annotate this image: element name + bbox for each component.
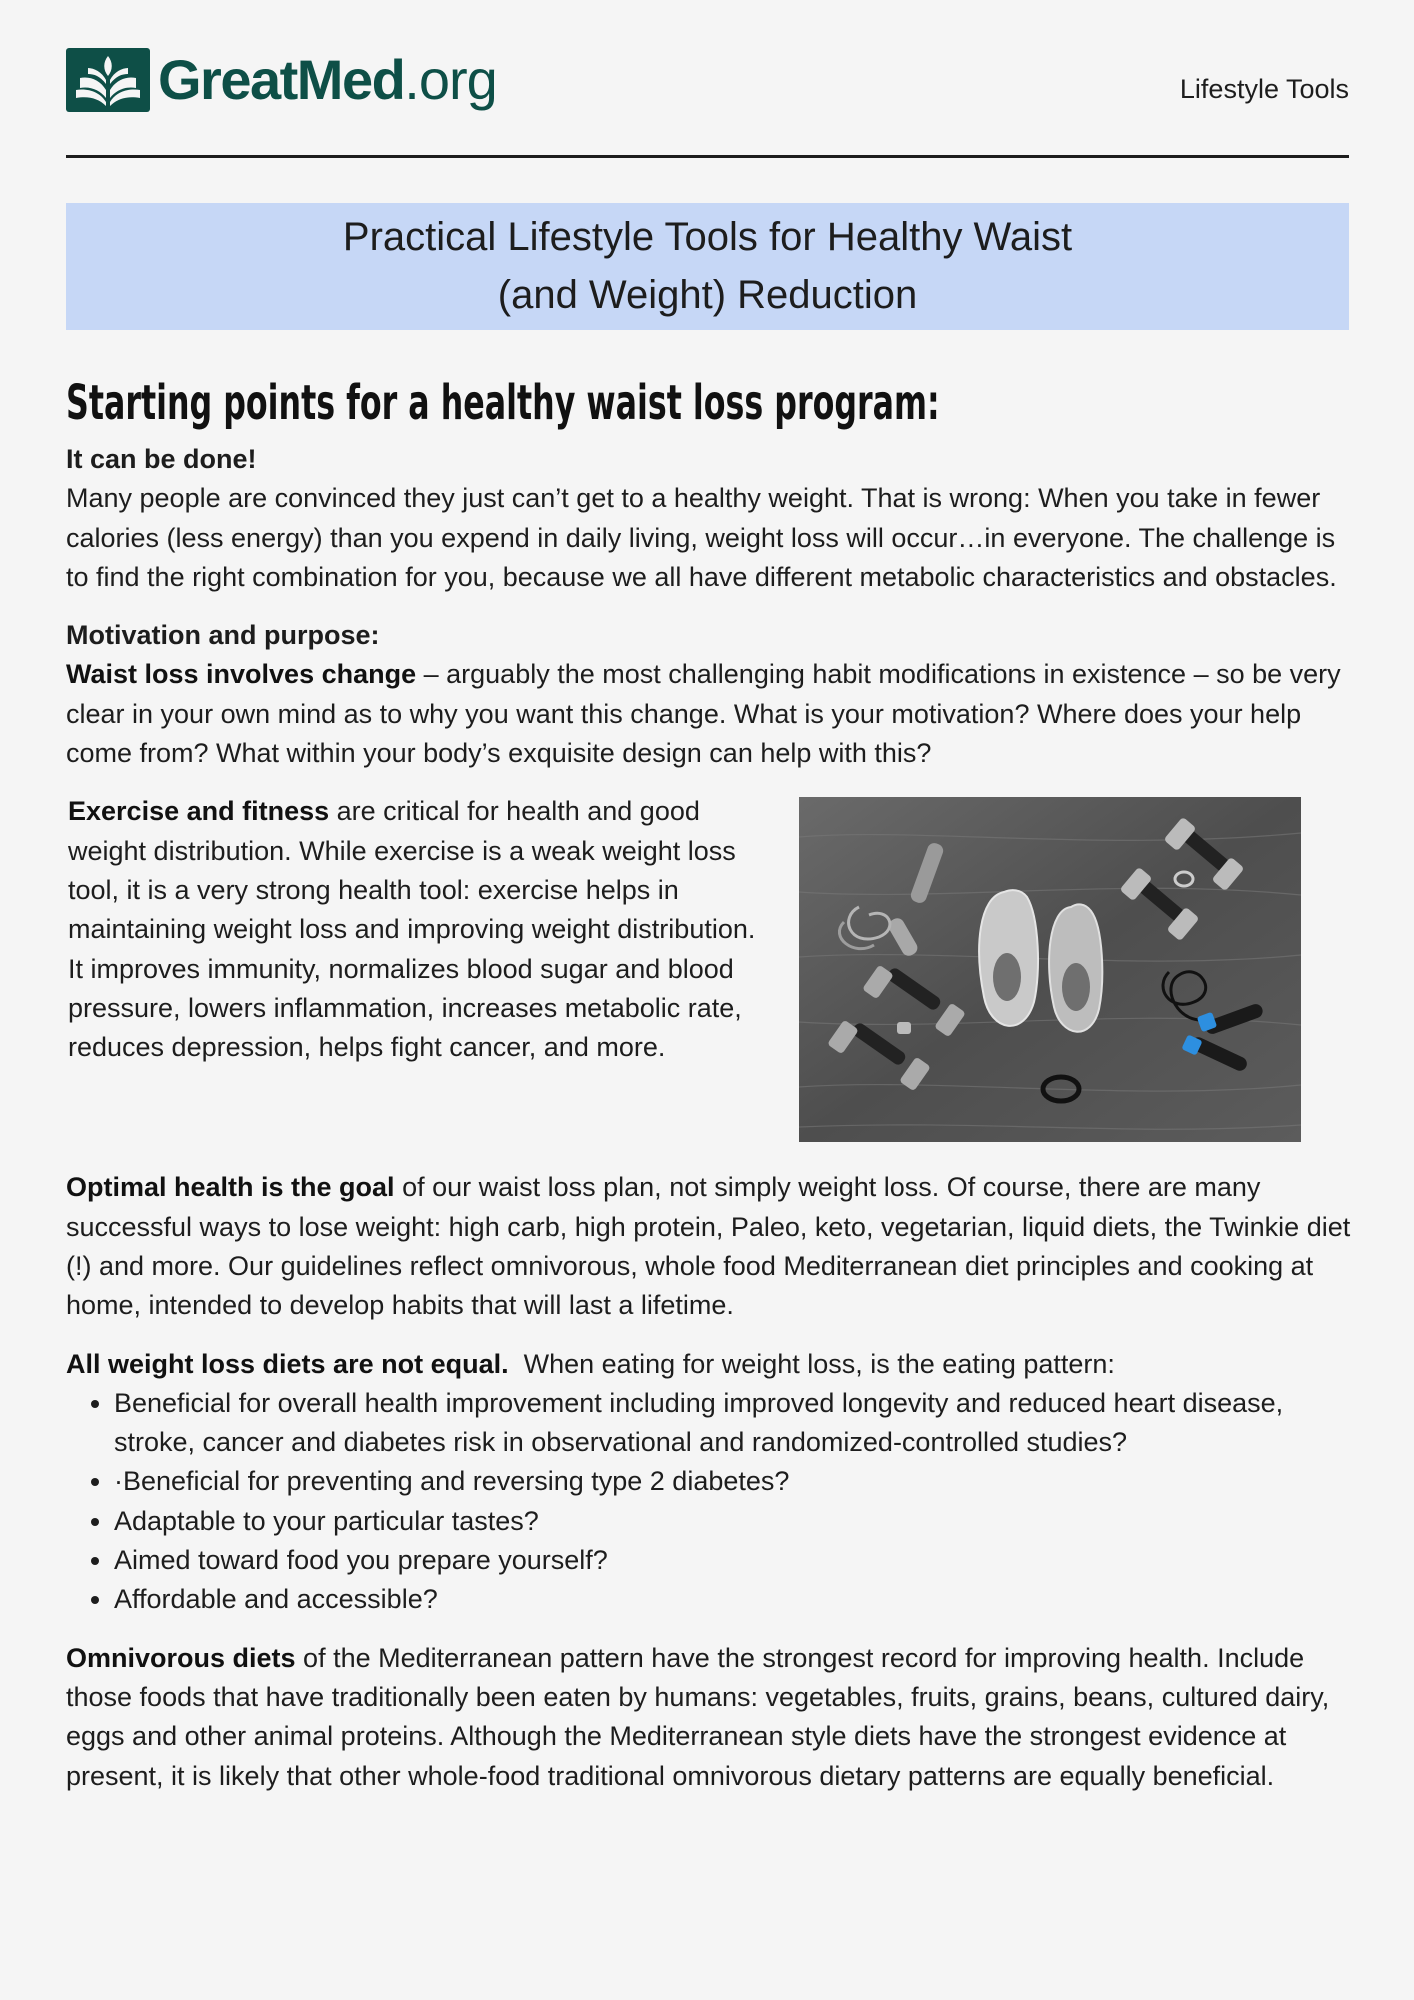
paragraph-text: of our waist loss plan, not simply weight loss. Of course, there are many successful ways to lose weight: high carb, high protein, Paleo, keto, vegetarian, liquid diets, the Twinkie diet (!) and more. Our guidelines reflect omnivorous, whole food Mediterranean diet principles and cooking at home, intended to develop habits that will last a lifetime. (66, 1172, 1351, 1321)
title-banner (66, 203, 1349, 330)
criteria-list (66, 1384, 1361, 1620)
paragraph-lead: Optimal health is the goal (66, 1172, 395, 1203)
paragraph-text: are critical for health and good weight distribution. While exercise is a weak weight loss tool, it is a very strong health tool: exercise helps in maintaining weight loss and improving weight distribution. It improves immunity, normalizes blood sugar and blood pressure, lowers inflammation, increases metabolic rate, reduces depression, helps fight cancer, and more. (68, 796, 756, 1063)
site-header (66, 44, 1349, 116)
section-heading: Starting points for a healthy waist loss program: (66, 375, 940, 431)
brand-name: GreatMed.org (158, 48, 497, 111)
article-body (66, 440, 1361, 1815)
brand-tld: .org (404, 48, 497, 111)
list-item: • Affordable and accessible? (114, 1580, 1361, 1619)
paragraph-can-be-done (66, 440, 1361, 597)
nav-link-lifestyle-tools[interactable]: Lifestyle Tools (1179, 74, 1349, 104)
paragraph-lead: Exercise and fitness (68, 796, 330, 827)
list-item: • Beneficial for overall health improvement including improved longevity and reduced heart disease, stroke, cancer and diabetes risk in observational and randomized-controlled studies? (114, 1384, 1361, 1463)
fitness-equipment-photo (799, 797, 1301, 1142)
banner-title-line-2: (and Weight) Reduction (497, 273, 918, 317)
paragraph-exercise (68, 792, 768, 1067)
paragraph-title: Motivation and purpose: (66, 620, 380, 651)
paragraph-motivation (66, 616, 1361, 773)
paragraph-text: – arguably the most challenging habit modifications in existence – so be very clear in your own mind as to why you want this change. What is your motivation? Where does your help come from? What within your body’s exquisite design can help with this? (66, 659, 1341, 769)
banner-title-line-1: Practical Lifestyle Tools for Healthy Waist (342, 215, 1073, 259)
site-logo[interactable] (66, 44, 497, 116)
paragraph-omnivorous (66, 1639, 1361, 1796)
list-item: • Aimed toward food you prepare yourself? (114, 1541, 1361, 1580)
paragraph-lead: All weight loss diets are not equal. (66, 1348, 509, 1379)
paragraph-title: It can be done! (66, 444, 257, 474)
paragraph-text: of the Mediterranean pattern have the strongest record for improving health. Include those foods that have traditionally been eaten by humans: vegetables, fruits, grains, beans, cultured dairy, eggs and other animal proteins. Although the Mediterranean style diets have the strongest evidence at present, it is likely that other whole-food traditional omnivorous dietary patterns are equally beneficial. (66, 1642, 1330, 1791)
list-item: • ·Beneficial for preventing and reversing type 2 diabetes? (114, 1462, 1361, 1501)
paragraph-optimal-health (66, 1168, 1361, 1325)
exercise-section (66, 792, 1361, 1149)
paragraph-lead: Waist loss involves change (66, 659, 417, 690)
paragraph-not-equal (66, 1345, 1361, 1384)
paragraph-text: When eating for weight loss, is the eating pattern: (508, 1348, 1115, 1379)
paragraph-text: Many people are convinced they just can’t get to a healthy weight. That is wrong: When you take in fewer calories (less energy) than you expend in daily living, weight loss will occur…in everyone. The challenge is to find the right combination for you, because we all have different metabolic characteristics and obstacles. (66, 483, 1337, 592)
paragraph-lead: Omnivorous diets (66, 1642, 296, 1673)
list-item: • Adaptable to your particular tastes? (114, 1502, 1361, 1541)
open-book-leaf-icon (66, 48, 150, 112)
header-divider (66, 155, 1349, 158)
